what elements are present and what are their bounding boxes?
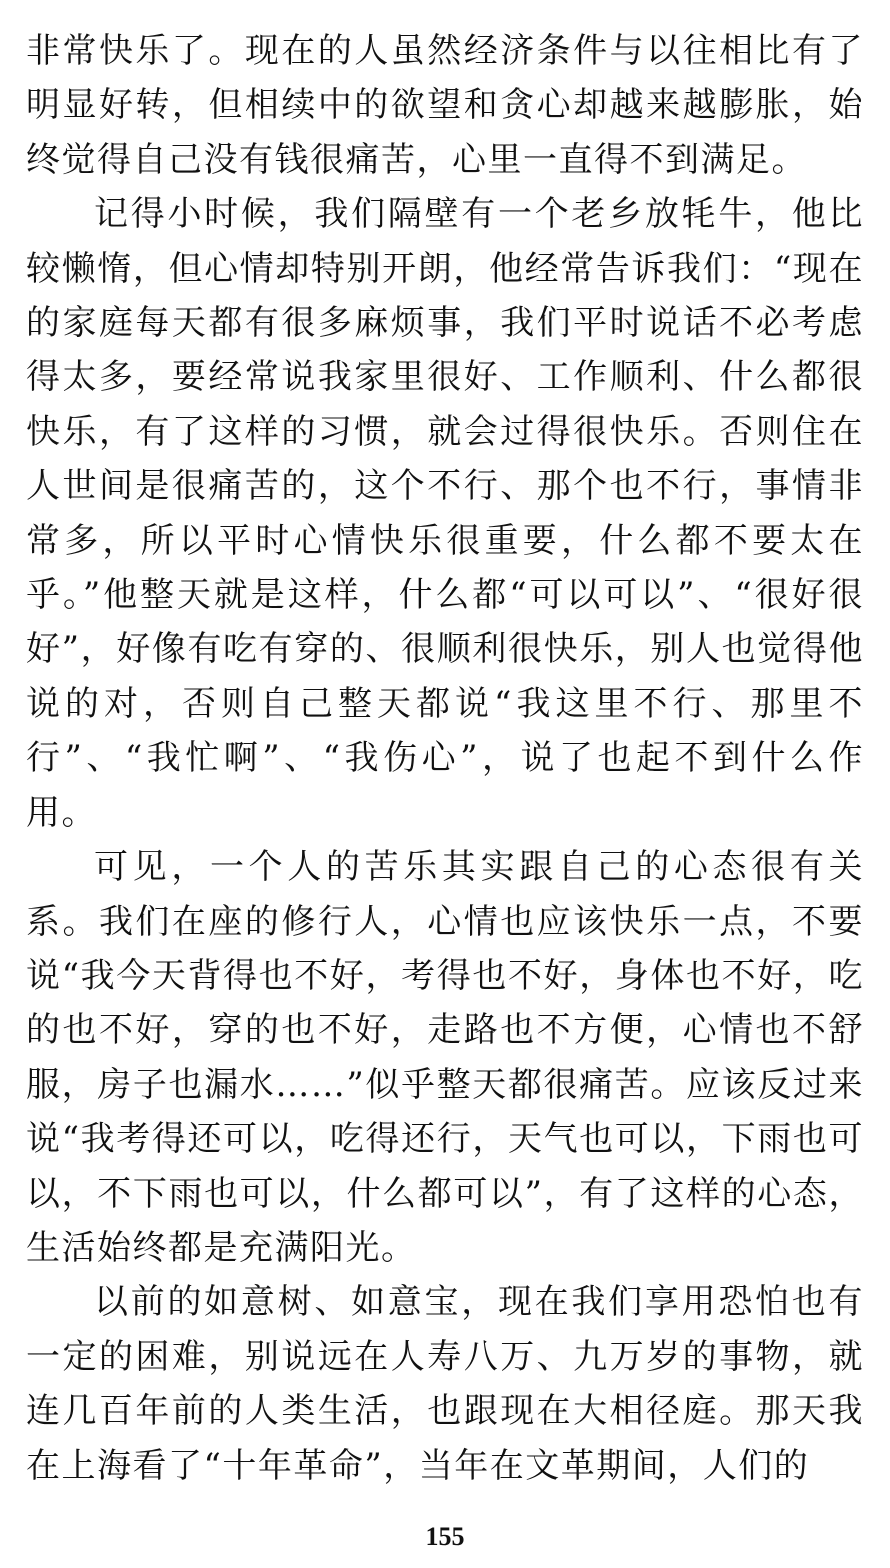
paragraph-4: 以前的如意树、如意宝，现在我们享用恐怕也有一定的困难，别说远在人寿八万、九万岁的事物，就连几百年前的人类生活，也跟现在大相径庭。那天我在上海看了“十年革命”，当年在文革期间，人们的 [26,1282,864,1486]
page-number: 155 [425,1522,465,1551]
page-body [26,24,864,1493]
paragraph-2: 记得小时候，我们隔壁有一个老乡放牦牛，他比较懒惰，但心情却特别开朗，他经常告诉我们：“现在的家庭每天都有很多麻烦事，我们平时说话不必考虑得太多，要经常说我家里很好、工作顺利、什么都很快乐，有了这样的习惯，就会过得很快乐。否则住在人世间是很痛苦的，这个不行、那个也不行，事情非常多，所以平时心情快乐很重要，什么都不要太在乎。”他整天就是这样，什么都“可以可以”、“很好很好”，好像有吃有穿的、很顺利很快乐，别人也觉得他说的对，否则自己整天都说“我这里不行、那里不行”、“我忙啊”、“我伤心”，说了也起不到什么作用。 [26,194,864,833]
paragraph-1: 非常快乐了。现在的人虽然经济条件与以往相比有了明显好转，但相续中的欲望和贪心却越来越膨胀，始终觉得自己没有钱很痛苦，心里一直得不到满足。 [26,31,864,180]
paragraph-3: 可见，一个人的苦乐其实跟自己的心态很有关系。我们在座的修行人，心情也应该快乐一点，不要说“我今天背得也不好，考得也不好，身体也不好，吃的也不好，穿的也不好，走路也不方便，心情也不舒服，房子也漏水……”似乎整天都很痛苦。应该反过来说“我考得还可以，吃得还行，天气也可以，下雨也可以，不下雨也可以，什么都可以”，有了这样的心态，生活始终都是充满阳光。 [26,847,864,1268]
